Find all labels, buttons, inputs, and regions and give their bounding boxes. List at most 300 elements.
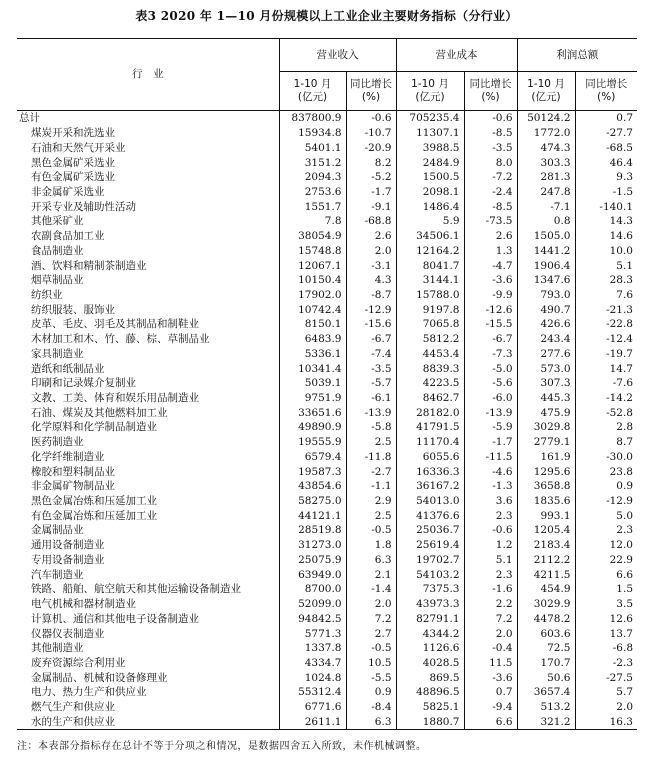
financial-indicators-table — [17, 38, 637, 730]
revenue-growth-cell: -8.4 — [346, 700, 396, 715]
table-row — [17, 111, 637, 126]
cost-value-cell: 19702.7 — [396, 553, 464, 568]
revenue-growth-cell: 2.7 — [346, 626, 396, 641]
table-row — [17, 317, 637, 332]
cost-value-cell: 5825.1 — [396, 700, 464, 715]
industry-name: 开采专业及辅助性活动 — [31, 200, 136, 213]
cost-growth-header — [464, 72, 517, 111]
cost-value-cell: 4344.2 — [396, 626, 464, 641]
cost-value-cell: 2098.1 — [396, 185, 464, 200]
cost-growth-cell: -9.4 — [464, 700, 517, 715]
profit-value-cell: 475.9 — [517, 405, 575, 420]
cost-growth-cell: -1.7 — [464, 435, 517, 450]
industry-name: 烟草制品业 — [31, 274, 84, 287]
sub-header-line: (%) — [597, 91, 616, 103]
cost-value-cell: 4223.5 — [396, 376, 464, 391]
revenue-growth-cell: -12.9 — [346, 302, 396, 317]
revenue-value-cell: 8700.0 — [279, 582, 346, 597]
revenue-growth-cell: -68.8 — [346, 214, 396, 229]
industry-name: 铁路、船舶、航空航天和其他运输设备制造业 — [31, 583, 241, 596]
industry-name: 木材加工和木、竹、藤、棕、草制品业 — [31, 333, 210, 346]
cost-growth-cell: 0.7 — [464, 685, 517, 700]
industry-name: 黑色金属冶炼和压延加工业 — [31, 495, 157, 508]
revenue-value-cell: 49890.9 — [279, 420, 346, 435]
profit-value-cell: 4478.2 — [517, 611, 575, 626]
industry-name: 电力、热力生产和供应业 — [31, 686, 147, 699]
revenue-value-cell: 43854.6 — [279, 479, 346, 494]
revenue-growth-cell: -6.7 — [346, 332, 396, 347]
cost-value-header — [396, 72, 464, 111]
table-row — [17, 700, 637, 715]
profit-value-cell: 72.5 — [517, 641, 575, 656]
profit-value-cell: 1772.0 — [517, 126, 575, 141]
table-row — [17, 582, 637, 597]
cost-value-cell: 34506.1 — [396, 229, 464, 244]
revenue-growth-cell: 8.2 — [346, 155, 396, 170]
revenue-growth-cell: -2.7 — [346, 464, 396, 479]
table-row — [17, 611, 637, 626]
cost-growth-cell: 6.6 — [464, 714, 517, 729]
profit-growth-cell: 7.6 — [575, 288, 637, 303]
table-row — [17, 185, 637, 200]
profit-value-cell: 513.2 — [517, 700, 575, 715]
revenue-growth-cell: -5.5 — [346, 670, 396, 685]
profit-growth-cell: -27.5 — [575, 670, 637, 685]
profit-value-cell: 0.8 — [517, 214, 575, 229]
industry-name: 文教、工美、体育和娱乐用品制造业 — [31, 392, 199, 405]
profit-growth-cell: 12.0 — [575, 538, 637, 553]
industry-name: 皮革、毛皮、羽毛及其制品和制鞋业 — [31, 318, 199, 331]
profit-growth-cell: 2.3 — [575, 523, 637, 538]
revenue-growth-cell: 2.0 — [346, 597, 396, 612]
table-row — [17, 656, 637, 671]
table-row — [17, 170, 637, 185]
profit-growth-cell: 10.0 — [575, 243, 637, 258]
revenue-growth-cell: -5.7 — [346, 376, 396, 391]
cost-growth-cell: 5.1 — [464, 553, 517, 568]
revenue-value-cell: 15748.8 — [279, 243, 346, 258]
profit-growth-cell: -22.8 — [575, 317, 637, 332]
cost-growth-cell: -12.6 — [464, 302, 517, 317]
cost-value-cell: 1500.5 — [396, 170, 464, 185]
profit-header: 利润总额 — [517, 39, 637, 72]
revenue-growth-cell: 10.5 — [346, 656, 396, 671]
industry-name: 专用设备制造业 — [31, 553, 105, 566]
industry-name: 造纸和纸制品业 — [31, 362, 105, 375]
profit-growth-cell: 0.9 — [575, 479, 637, 494]
footnote: 注：本表部分指标存在总计不等于分项之和情况，是数据四舍五入所致，未作机械调整。 — [17, 741, 427, 752]
table-row — [17, 538, 637, 553]
industry-name: 非金属矿物制品业 — [31, 480, 115, 493]
profit-growth-cell: -12.9 — [575, 494, 637, 509]
cost-growth-cell: -8.5 — [464, 199, 517, 214]
revenue-value-cell: 1024.8 — [279, 670, 346, 685]
cost-value-cell: 8462.7 — [396, 391, 464, 406]
cost-value-cell: 3144.1 — [396, 273, 464, 288]
profit-value-cell: 603.6 — [517, 626, 575, 641]
profit-value-cell: 1906.4 — [517, 258, 575, 273]
cost-value-cell: 7065.8 — [396, 317, 464, 332]
revenue-growth-cell: 7.2 — [346, 611, 396, 626]
table-row — [17, 553, 637, 568]
cost-growth-cell: -5.0 — [464, 361, 517, 376]
revenue-growth-cell: 2.0 — [346, 243, 396, 258]
profit-growth-cell: 6.6 — [575, 567, 637, 582]
profit-growth-cell: -6.8 — [575, 641, 637, 656]
sub-header-line: 同比增长 — [469, 78, 512, 90]
table-row — [17, 140, 637, 155]
profit-growth-cell: -30.0 — [575, 450, 637, 465]
profit-value-cell: 307.3 — [517, 376, 575, 391]
table-row — [17, 523, 637, 538]
profit-value-cell: 321.2 — [517, 714, 575, 729]
revenue-value-cell: 19587.3 — [279, 464, 346, 479]
revenue-value-cell: 58275.0 — [279, 494, 346, 509]
cost-value-cell: 8041.7 — [396, 258, 464, 273]
industry-name: 水的生产和供应业 — [17, 714, 279, 729]
revenue-growth-header — [346, 72, 396, 111]
table-row — [17, 714, 637, 729]
table-row — [17, 273, 637, 288]
profit-growth-cell: 2.8 — [575, 420, 637, 435]
cost-growth-cell: -2.4 — [464, 185, 517, 200]
profit-growth-cell: -140.1 — [575, 199, 637, 214]
industry-name: 总计 — [19, 112, 40, 125]
cost-value-cell: 15788.0 — [396, 288, 464, 303]
table-row — [17, 641, 637, 656]
industry-name: 非金属矿采选业 — [31, 185, 105, 198]
cost-value-cell: 8839.3 — [396, 361, 464, 376]
industry-name: 其他采矿业 — [31, 215, 84, 228]
cost-growth-cell: 1.2 — [464, 538, 517, 553]
cost-value-cell: 48896.5 — [396, 685, 464, 700]
table-row — [17, 464, 637, 479]
sub-header-line: 1-10 月 — [411, 78, 449, 90]
revenue-value-cell: 63949.0 — [279, 567, 346, 582]
cost-value-cell: 4028.5 — [396, 656, 464, 671]
cost-growth-cell: -3.6 — [464, 273, 517, 288]
revenue-value-cell: 6771.6 — [279, 700, 346, 715]
revenue-growth-cell: 1.8 — [346, 538, 396, 553]
revenue-growth-cell: 2.9 — [346, 494, 396, 509]
profit-value-cell: 1441.2 — [517, 243, 575, 258]
industry-name: 金属制品业 — [31, 524, 84, 537]
industry-name: 有色金属冶炼和压延加工业 — [31, 509, 157, 522]
profit-value-cell: 1505.0 — [517, 229, 575, 244]
revenue-value-cell: 25075.9 — [279, 553, 346, 568]
profit-growth-cell: -2.3 — [575, 656, 637, 671]
cost-value-cell: 54103.2 — [396, 567, 464, 582]
revenue-value-cell: 12067.1 — [279, 258, 346, 273]
cost-value-cell: 12164.2 — [396, 243, 464, 258]
cost-growth-cell: -11.5 — [464, 450, 517, 465]
table-row — [17, 243, 637, 258]
cost-growth-cell: -5.9 — [464, 420, 517, 435]
revenue-growth-cell: -1.1 — [346, 479, 396, 494]
revenue-value-cell: 2611.1 — [279, 714, 346, 729]
profit-value-cell: 170.7 — [517, 656, 575, 671]
table-body — [17, 111, 637, 730]
cost-value-cell: 54013.0 — [396, 494, 464, 509]
revenue-value-cell: 5771.3 — [279, 626, 346, 641]
cost-growth-cell: 7.2 — [464, 611, 517, 626]
profit-value-cell: 993.1 — [517, 508, 575, 523]
cost-value-cell: 2484.9 — [396, 155, 464, 170]
revenue-value-cell: 10742.4 — [279, 302, 346, 317]
industry-name: 金属制品、机械和设备修理业 — [31, 671, 168, 684]
industry-header: 行 业 — [17, 39, 279, 111]
cost-growth-cell: 8.0 — [464, 155, 517, 170]
cost-growth-cell: 2.2 — [464, 597, 517, 612]
profit-value-cell: 243.4 — [517, 332, 575, 347]
revenue-growth-cell: -3.5 — [346, 361, 396, 376]
revenue-value-cell: 52099.0 — [279, 597, 346, 612]
cost-value-cell: 1880.7 — [396, 714, 464, 729]
table-row — [17, 567, 637, 582]
revenue-value-cell: 19555.9 — [279, 435, 346, 450]
profit-value-cell: 454.9 — [517, 582, 575, 597]
cost-value-cell: 43973.3 — [396, 597, 464, 612]
revenue-value-cell: 2753.6 — [279, 185, 346, 200]
cost-value-cell: 5.9 — [396, 214, 464, 229]
profit-value-cell: 426.6 — [517, 317, 575, 332]
revenue-growth-cell: 6.3 — [346, 553, 396, 568]
table-row — [17, 155, 637, 170]
revenue-header: 营业收入 — [279, 39, 396, 72]
revenue-value-header — [279, 72, 346, 111]
cost-value-cell: 16336.3 — [396, 464, 464, 479]
profit-growth-cell: 12.6 — [575, 611, 637, 626]
revenue-value-cell: 28519.8 — [279, 523, 346, 538]
industry-name: 食品制造业 — [31, 244, 84, 257]
revenue-growth-cell: -0.6 — [346, 111, 396, 126]
cost-growth-cell: 2.6 — [464, 229, 517, 244]
revenue-growth-cell: -8.7 — [346, 288, 396, 303]
sub-header-line: 同比增长 — [585, 78, 628, 90]
revenue-value-cell: 2094.3 — [279, 170, 346, 185]
profit-value-cell: 3658.8 — [517, 479, 575, 494]
profit-value-header — [517, 72, 575, 111]
industry-name: 燃气生产和供应业 — [31, 701, 115, 714]
table-row — [17, 391, 637, 406]
table-row — [17, 479, 637, 494]
cost-value-cell: 11307.1 — [396, 126, 464, 141]
revenue-value-cell: 9751.9 — [279, 391, 346, 406]
revenue-value-cell: 837800.9 — [279, 111, 346, 126]
table-row — [17, 450, 637, 465]
profit-growth-cell: 13.7 — [575, 626, 637, 641]
profit-value-cell: 573.0 — [517, 361, 575, 376]
cost-value-cell: 25619.4 — [396, 538, 464, 553]
table-row — [17, 361, 637, 376]
sub-header-line: 1-10 月 — [293, 78, 332, 90]
table-title: 表3 2020 年 1—10 月份规模以上工业企业主要财务指标（分行业） — [135, 9, 518, 23]
industry-name: 农副食品加工业 — [31, 230, 105, 243]
revenue-value-cell: 94842.5 — [279, 611, 346, 626]
profit-growth-cell: -27.7 — [575, 126, 637, 141]
profit-value-cell: 793.0 — [517, 288, 575, 303]
cost-value-cell: 869.5 — [396, 670, 464, 685]
revenue-growth-cell: -1.4 — [346, 582, 396, 597]
revenue-growth-cell: 4.3 — [346, 273, 396, 288]
profit-growth-cell: 5.1 — [575, 258, 637, 273]
cost-growth-cell: -73.5 — [464, 214, 517, 229]
table-row — [17, 420, 637, 435]
cost-growth-cell: 2.3 — [464, 508, 517, 523]
table-row — [17, 258, 637, 273]
revenue-value-cell: 15934.8 — [279, 126, 346, 141]
profit-growth-cell: 28.3 — [575, 273, 637, 288]
cost-growth-cell: -0.6 — [464, 111, 517, 126]
profit-value-cell: 3657.4 — [517, 685, 575, 700]
profit-growth-cell: 0.7 — [575, 111, 637, 126]
revenue-value-cell: 8150.1 — [279, 317, 346, 332]
cost-growth-cell: -3.6 — [464, 670, 517, 685]
industry-name: 橡胶和塑料制品业 — [31, 465, 115, 478]
industry-name: 家具制造业 — [31, 347, 84, 360]
revenue-growth-cell: -0.5 — [346, 641, 396, 656]
cost-value-cell: 9197.8 — [396, 302, 464, 317]
revenue-value-cell: 38054.9 — [279, 229, 346, 244]
cost-value-cell: 82791.1 — [396, 611, 464, 626]
table-row — [17, 126, 637, 141]
revenue-growth-cell: -0.5 — [346, 523, 396, 538]
table-row — [17, 494, 637, 509]
cost-growth-cell: -7.3 — [464, 347, 517, 362]
revenue-growth-cell: -15.6 — [346, 317, 396, 332]
industry-name: 仪器仪表制造业 — [31, 627, 105, 640]
industry-name: 汽车制造业 — [31, 568, 84, 581]
cost-value-cell: 1126.6 — [396, 641, 464, 656]
cost-growth-cell: -5.6 — [464, 376, 517, 391]
industry-name: 化学纤维制造业 — [31, 450, 105, 463]
profit-value-cell: 474.3 — [517, 140, 575, 155]
cost-growth-cell: -6.7 — [464, 332, 517, 347]
profit-growth-header — [575, 72, 637, 111]
cost-value-cell: 6055.6 — [396, 450, 464, 465]
revenue-growth-cell: 0.9 — [346, 685, 396, 700]
profit-growth-cell: 3.5 — [575, 597, 637, 612]
table-row — [17, 288, 637, 303]
industry-name: 黑色金属矿采选业 — [31, 156, 115, 169]
profit-value-cell: 303.3 — [517, 155, 575, 170]
table-row — [17, 347, 637, 362]
industry-name: 印刷和记录媒介复制业 — [31, 377, 136, 390]
profit-value-cell: 3029.8 — [517, 420, 575, 435]
cost-value-cell: 4453.4 — [396, 347, 464, 362]
profit-value-cell: 1347.6 — [517, 273, 575, 288]
revenue-value-cell: 17902.0 — [279, 288, 346, 303]
revenue-growth-cell: -13.9 — [346, 405, 396, 420]
table-row — [17, 214, 637, 229]
revenue-growth-cell: -10.7 — [346, 126, 396, 141]
revenue-growth-cell: 6.3 — [346, 714, 396, 729]
cost-header: 营业成本 — [396, 39, 517, 72]
table-row — [17, 626, 637, 641]
revenue-value-cell: 7.8 — [279, 214, 346, 229]
profit-growth-cell: -1.5 — [575, 185, 637, 200]
industry-name: 煤炭开采和洗选业 — [31, 127, 115, 140]
revenue-value-cell: 5401.1 — [279, 140, 346, 155]
cost-value-cell: 41376.6 — [396, 508, 464, 523]
profit-growth-cell: -14.2 — [575, 391, 637, 406]
table-row — [17, 199, 637, 214]
profit-value-cell: 2183.4 — [517, 538, 575, 553]
cost-growth-cell: -8.5 — [464, 126, 517, 141]
revenue-value-cell: 10341.4 — [279, 361, 346, 376]
profit-growth-cell: -52.8 — [575, 405, 637, 420]
table-row — [17, 405, 637, 420]
profit-value-cell: 50.6 — [517, 670, 575, 685]
cost-growth-cell: 2.0 — [464, 626, 517, 641]
profit-growth-cell: -68.5 — [575, 140, 637, 155]
profit-value-cell: 3029.9 — [517, 597, 575, 612]
cost-growth-cell: 3.6 — [464, 494, 517, 509]
revenue-value-cell: 33651.6 — [279, 405, 346, 420]
industry-name: 酒、饮料和精制茶制造业 — [31, 259, 147, 272]
profit-growth-cell: 22.9 — [575, 553, 637, 568]
profit-growth-cell: 14.3 — [575, 214, 637, 229]
profit-value-cell: 161.9 — [517, 450, 575, 465]
profit-growth-cell: -12.4 — [575, 332, 637, 347]
revenue-growth-cell: -11.8 — [346, 450, 396, 465]
sub-header-line: (亿元) — [297, 91, 328, 103]
cost-growth-cell: -0.6 — [464, 523, 517, 538]
cost-value-cell: 25036.7 — [396, 523, 464, 538]
table-row — [17, 670, 637, 685]
table-row — [17, 597, 637, 612]
cost-growth-cell: -4.7 — [464, 258, 517, 273]
profit-growth-cell: -21.3 — [575, 302, 637, 317]
sub-header-line: 1-10 月 — [527, 78, 565, 90]
cost-growth-cell: 2.3 — [464, 567, 517, 582]
industry-name: 医药制造业 — [31, 436, 84, 449]
cost-value-cell: 3988.5 — [396, 140, 464, 155]
sub-header-line: (亿元) — [531, 91, 561, 103]
sub-header-line: (亿元) — [415, 91, 445, 103]
revenue-value-cell: 3151.2 — [279, 155, 346, 170]
profit-value-cell: 2779.1 — [517, 435, 575, 450]
table-row — [17, 685, 637, 700]
revenue-value-cell: 4334.7 — [279, 656, 346, 671]
revenue-value-cell: 31273.0 — [279, 538, 346, 553]
industry-name: 有色金属矿采选业 — [31, 171, 115, 184]
profit-growth-cell: 1.5 — [575, 582, 637, 597]
cost-growth-cell: -1.6 — [464, 582, 517, 597]
industry-name: 石油、煤炭及其他燃料加工业 — [31, 406, 168, 419]
profit-growth-cell: 14.6 — [575, 229, 637, 244]
revenue-value-cell: 5336.1 — [279, 347, 346, 362]
cost-growth-cell: -4.6 — [464, 464, 517, 479]
revenue-value-cell: 44121.1 — [279, 508, 346, 523]
industry-name: 计算机、通信和其他电子设备制造业 — [31, 612, 199, 625]
cost-growth-cell: -3.5 — [464, 140, 517, 155]
industry-name: 废弃资源综合利用业 — [31, 656, 126, 669]
revenue-value-cell: 1551.7 — [279, 199, 346, 214]
sub-header-line: 同比增长 — [350, 78, 392, 90]
revenue-growth-cell: -9.1 — [346, 199, 396, 214]
table-row — [17, 435, 637, 450]
cost-growth-cell: -15.5 — [464, 317, 517, 332]
revenue-growth-cell: 2.6 — [346, 229, 396, 244]
profit-value-cell: 1205.4 — [517, 523, 575, 538]
revenue-growth-cell: -3.1 — [346, 258, 396, 273]
table-row — [17, 332, 637, 347]
cost-growth-cell: 11.5 — [464, 656, 517, 671]
profit-value-cell: -7.1 — [517, 199, 575, 214]
revenue-growth-cell: 2.5 — [346, 508, 396, 523]
cost-value-cell: 36167.2 — [396, 479, 464, 494]
